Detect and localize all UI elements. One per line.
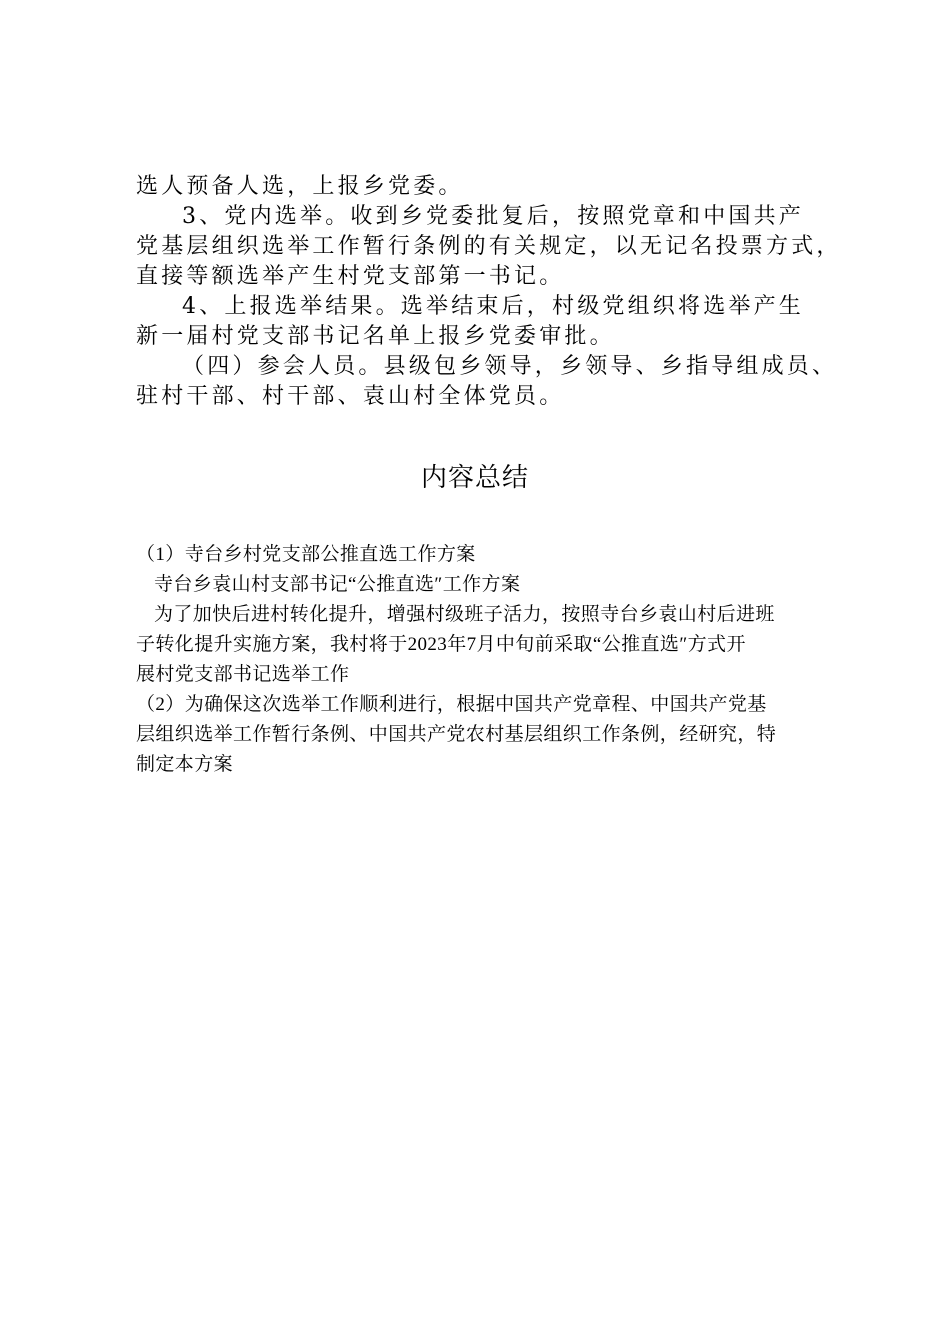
body-line: （四）参会人员。县级包乡领导，乡领导、乡指导组成员、 bbox=[182, 354, 838, 379]
summary-line: 展村党支部书记选举工作 bbox=[136, 664, 350, 685]
summary-line: （2）为确保这次选举工作顺利进行，根据中国共产党章程、中国共产党基 bbox=[136, 694, 767, 715]
body-text bbox=[136, 172, 856, 412]
body-line: 党基层组织选举工作暂行条例的有关规定，以无记名投票方式， bbox=[136, 234, 842, 259]
summary-title: 内容总结 bbox=[420, 463, 529, 493]
body-line: 选人预备人选，上报乡党委。 bbox=[136, 174, 464, 199]
summary-line: 层组织选举工作暂行条例、中国共产党农村基层组织工作条例，经研究，特 bbox=[136, 724, 777, 745]
body-line: 驻村干部、村干部、袁山村全体党员。 bbox=[136, 384, 565, 409]
summary-line: 寺台乡袁山村支部书记“公推直选″工作方案 bbox=[154, 574, 521, 595]
body-line: 新一届村党支部书记名单上报乡党委审批。 bbox=[136, 324, 615, 349]
summary-line: 子转化提升实施方案，我村将于2023年7月中旬前采取“公推直选″方式开 bbox=[136, 634, 746, 655]
summary-text bbox=[136, 540, 836, 780]
summary-line: （1）寺台乡村党支部公推直选工作方案 bbox=[136, 544, 476, 565]
body-line: 直接等额选举产生村党支部第一书记。 bbox=[136, 264, 565, 289]
summary-line: 制定本方案 bbox=[136, 754, 234, 775]
body-line: 4、上报选举结果。选举结束后，村级党组织将选举产生 bbox=[182, 294, 804, 319]
summary-line: 为了加快后进村转化提升，增强村级班子活力，按照寺台乡袁山村后进班 bbox=[154, 604, 775, 625]
body-line: 3、党内选举。收到乡党委批复后，按照党章和中国共产 bbox=[182, 204, 804, 229]
